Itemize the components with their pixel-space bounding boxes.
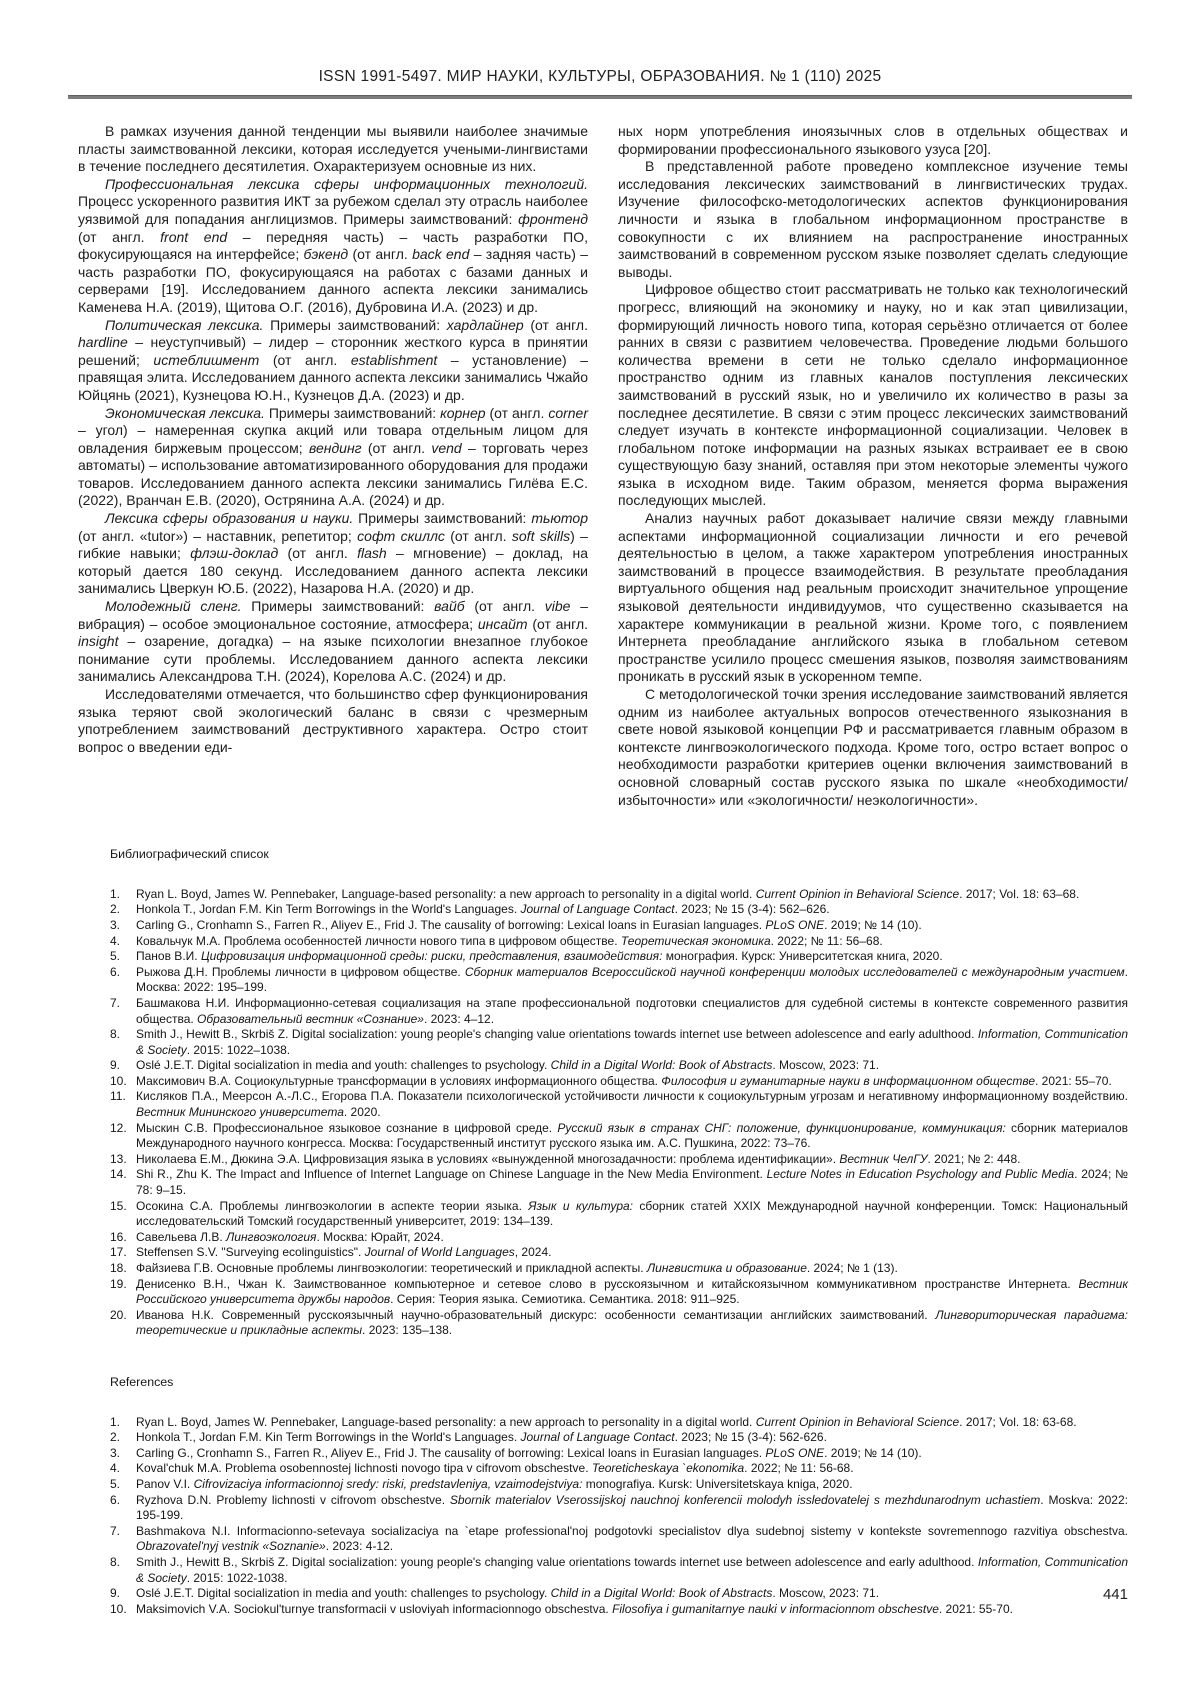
reference-item [110,1602,1128,1618]
italic-text-segment: establishment [350,351,438,368]
text-segment: – мгновение) – доклад, на который дается 180 секунд. Исследованием данного аспекта лексики занимались Цверкун Ю.Б. (2022), Назарова Н.А. (2020) и др. [78,545,588,597]
text-segment: . 2020. [343,1105,381,1120]
reference-item [110,1058,1128,1074]
reference-item-number: 6. [110,1492,121,1507]
italic-text-segment: Cifrovizaciya informacionnoj sredy: riski, predstavleniya, vzaimodejstviya: [193,1476,583,1491]
text-segment: . 2023: 4–12. [423,1011,495,1026]
paragraph [78,317,588,405]
reference-item-number: 5. [110,949,121,964]
text-segment: – неуступчивый) – лидер – сторонник жесткого курса в принятии решений; [78,334,588,368]
text-segment: . Moscow, 2023: 71. [772,1586,880,1601]
paragraph [618,281,1128,510]
text-segment: – торговать через автоматы) – использование автоматизированного оборудования для продажи товаров. Исследованием данного аспекта лексики занимались Гилёва Е.С. (2022), Вранчан Е.В. (2020), Острянина А.А. (2024) и др. [78,439,588,509]
text-segment: . 2019; № 14 (10). [824,917,922,932]
text-segment: – передняя часть) – часть разработки ПО, фокусирующаяся на интерфейсе; [78,228,588,263]
paragraph [78,598,588,686]
italic-text-segment: soft skills [511,527,571,544]
text-segment: . 2019; № 14 (10). [824,1445,922,1460]
page-header [0,0,1200,99]
text-segment: . 2023: 135–138. [362,1323,453,1338]
text-segment: – угол) – намеренная скупка акций или товара отдельным лицом для овладения биржевым процессом; [78,422,588,456]
text-segment: . 2023; № 15 (3-4): 562-626. [674,1430,827,1445]
reference-item [110,1415,1128,1431]
text-segment: Maksimovich V.A. Sociokul'turnye transformacii v usloviyah informacionnogo obschestva. [136,1601,613,1616]
text-segment: – озарение, догадка) – на языке психологии внезапное глубокое понимание сути проблемы. Исследованием данного аспекта лексики занимались Александрова Т.Н. (2024), Корелова А.С. (2024) и др. [78,633,588,685]
reference-item [110,1245,1128,1261]
reference-item-number: 19. [110,1276,127,1291]
italic-text-segment: Obrazovatel'nyj vestnik «Soznanie» [136,1539,326,1554]
reference-item-number: 9. [110,1058,121,1073]
italic-text-segment: Философия и гуманитарные науки в информационном обществе [661,1073,1036,1088]
italic-text-segment: Теоретическая экономика [620,933,771,948]
italic-text-segment: insight [78,633,119,650]
text-segment: Осокина С.А. Проблемы лингвоэкологии в аспекте теории языка. [136,1198,529,1213]
italic-text-segment: Лингвоэкология [226,1229,317,1244]
reference-item-number: 6. [110,964,121,979]
text-segment: . 2022; № 11: 56–68. [770,933,883,948]
text-segment: . 2021: 55–70. [1035,1073,1112,1088]
italic-text-segment: Вестник Мининского университета [136,1105,344,1120]
text-segment: – задняя часть) – часть разработки ПО, фокусирующаяся на работах с базами данных и серверами [19]. Исследованием данного аспекта лексики занимались Каменева Н.А. (2019), Щитова О.Г. (2016), Дубровина И.А. (2023) и др. [78,246,588,315]
text-segment: (от англ. [527,615,588,632]
italic-text-segment: корнер [440,404,486,421]
text-segment: . 2024; № 78: 9–15. [136,1167,1128,1198]
text-segment: , 2024. [514,1245,552,1260]
reference-item [110,1167,1128,1198]
text-segment: . 2023; № 15 (3-4): 562–626. [674,902,830,917]
reference-item [110,1152,1128,1168]
reference-item [110,1089,1128,1120]
text-segment: (от англ. [361,439,432,456]
reference-item [110,918,1128,934]
reference-item-number: 15. [110,1198,127,1213]
text-segment: . Moskva: 2022: 195-199. [136,1492,1128,1523]
reference-item [110,1430,1128,1446]
text-segment: Анализ научных работ доказывает наличие связи между главными аспектами информационной социализации личности и его речевой деятельностью в целом, а также характером употребления иностранных заимствований в процессе взаимодействия. В результате преобладания виртуального общения над реальным происходит значительное упрощение языковой деятельности индивидуумов, что существенно сказывается на характере коммуникации в реальной жизни. Кроме того, с появлением Интернета преобладание английского языка в глобальном сетевом пространстве усилило процесс смешения языков, позволяя заимствованиям проникать в русский язык в ускоренном темпе. [618,510,1128,685]
text-segment: . 2017; Vol. 18: 63–68. [959,886,1080,901]
italic-text-segment: hardline [78,334,128,351]
reference-item-number: 1. [110,1414,121,1429]
italic-text-segment: инсайт [477,615,528,632]
reference-item-number: 1. [110,886,121,901]
right-column [618,123,1128,809]
reference-item-number: 11. [110,1089,126,1104]
reference-item-number: 9. [110,1586,121,1601]
text-segment: С методологической точки зрения исследование заимствований является одним из наиболее актуальных вопросов отечественного языкознания в свете новой языковой концепции РФ и рассматривается главным образом в контексте лингвоэкологического подхода. Кроме того, остро встает вопрос о необходимости разработки критериев оценки включения заимствований в основной словарный состав русского языка по шкале «необходимости/избыточности» или «экологичности/ неэкологичности». [618,686,1128,808]
text-segment: ных норм употребления иноязычных слов в отдельных обществах и формировании профессионального языкового узуса [20]. [618,123,1128,157]
reference-item-number: 4. [110,1461,121,1476]
text-segment: . Москва: 2022: 195–199. [136,964,1128,995]
italic-text-segment: Образовательный вестник «Сознание» [197,1011,424,1026]
reference-item [110,1308,1128,1339]
text-segment: – вибрация) – особое эмоциональное состояние, атмосфера; [78,598,588,632]
italic-text-segment: back end [412,246,470,263]
reference-item [110,902,1128,918]
text-segment: Steffensen S.V. "Surveying ecolinguistics". [136,1245,365,1260]
italic-text-segment: front end [160,228,228,245]
text-segment: Николаева Е.М., Дюкина Э.А. Цифровизация языка в условиях «вынужденной многозадачности: проблема идентификации». [136,1151,840,1166]
text-segment: Ковальчук М.А. Проблема особенностей личности нового типа в цифровом обществе. [136,933,621,948]
italic-text-segment: тьютор [531,510,588,527]
italic-text-segment: Teoreticheskaya `ekonomika [591,1461,745,1476]
text-segment: Мыскин С.В. Профессиональное языковое сознание в цифровой среде. [136,1120,558,1135]
reference-item [110,1493,1128,1524]
italic-text-segment: Сборник материалов Всероссийской научной конференции молодых исследователей с международным участием [464,964,1125,979]
text-segment: (от англ. [444,527,512,544]
text-segment: монография. Курск: Университетская книга, 2020. [662,949,943,964]
paragraph [78,176,588,317]
reference-item [110,1461,1128,1477]
paragraph [618,123,1128,158]
italic-text-segment: флэш-доклад [190,545,279,562]
italic-text-segment: Journal of Language Contact [520,902,675,917]
bibliography-title: Библиографический список [110,847,269,862]
reference-item-number: 17. [110,1245,127,1260]
italic-text-segment: Лингвистика и образование [646,1261,807,1275]
text-segment: Honkola T., Jordan F.M. Kin Term Borrowings in the World's Languages. [136,902,521,917]
reference-item-number: 13. [110,1151,127,1166]
text-segment: . 2023: 4-12. [325,1539,394,1554]
italic-text-segment: Политическая лексика. [105,316,264,333]
italic-text-segment: софт скиллс [357,527,445,544]
text-segment: Oslé J.E.T. Digital socialization in media and youth: challenges to psychology. [136,1058,551,1073]
reference-item-number: 10. [110,1073,127,1088]
reference-item [110,1027,1128,1058]
text-segment: (от англ. [278,545,358,562]
italic-text-segment: Русский язык в странах СНГ: положение, функционирование, коммуникация: [557,1120,1006,1135]
italic-text-segment: вайб [434,598,465,615]
text-segment: Ryan L. Boyd, James W. Pennebaker, Language-based personality: a new approach to personality in a digital world. [136,1414,756,1429]
reference-item-number: 3. [110,917,121,932]
text-segment: Рыжова Д.Н. Проблемы личности в цифровом обществе. [136,964,465,979]
paragraph [618,510,1128,686]
text-segment: В рамках изучения данной тенденции мы выявили наиболее значимые пласты заимствованной лексики, которая исследуется учеными-лингвистами в течение последнего десятилетия. Охарактеризуем основные из них. [78,123,588,175]
italic-text-segment: Экономическая лексика. [105,404,265,421]
italic-text-segment: Лексика сферы образования и науки. [105,510,354,527]
text-segment: Примеры заимствований: [263,316,447,333]
text-segment: Процесс ускоренного развития ИКТ за рубежом сделал эту отрасль наиболее уязвимой для попадания англицизмов. Примеры заимствований: [78,193,588,227]
paragraph [78,510,588,598]
text-segment: (от англ. [464,598,545,615]
reference-item-number: 7. [110,1523,121,1538]
italic-text-segment: Filosofiya i gumanitarnye nauki v informacionnom obschestve [612,1601,939,1616]
reference-item [110,1446,1128,1462]
italic-text-segment: vibe [544,598,571,615]
text-segment: Ryan L. Boyd, James W. Pennebaker, Language-based personality: a new approach to personality in a digital world. [136,886,756,901]
text-segment: . Серия: Теория языка. Семиотика. Семантика. 2018: 911–925. [390,1292,740,1307]
italic-text-segment: Вестник ЧелГУ [839,1151,928,1166]
italic-text-segment: flash [357,545,387,562]
italic-text-segment: corner [548,404,588,421]
journal-issn-line: ISSN 1991-5497. МИР НАУКИ, КУЛЬТУРЫ, ОБРАЗОВАНИЯ. № 1 (110) 2025 [318,68,882,85]
text-segment: Honkola T., Jordan F.M. Kin Term Borrowings in the World's Languages. [136,1430,521,1445]
text-segment: Shi R., Zhu K. The Impact and Influence of Internet Language on Chinese Language in the New Media Environment. [136,1167,767,1182]
reference-item [110,996,1128,1027]
reference-item-number: 12. [110,1120,127,1135]
reference-item-number: 14. [110,1167,127,1182]
text-segment: Ryzhova D.N. Problemy lichnosti v cifrovom obschestve. [136,1492,450,1507]
italic-text-segment: Цифровизация информационной среды: риски, представления, взаимодействия: [200,949,663,964]
paragraph [78,686,588,756]
text-segment: Денисенко В.Н., Чжан К. Заимствованное компьютерное и сетевое слово в русскоязычном и китайскоязычном коммуникативном пространстве Интернета. [136,1276,1079,1291]
text-segment: . 2017; Vol. 18: 63-68. [959,1414,1077,1429]
text-segment: (от англ. «tutor») – наставник, репетитор; [78,527,358,544]
italic-text-segment: PLoS ONE [765,1445,825,1460]
text-segment: . 2022; № 11: 56-68. [744,1461,854,1476]
text-segment: сборник статей XXIX Международной научной конференции. Томск: Национальный исследовательский Томский государственный университет, 2019: 134–139. [136,1198,1128,1229]
text-segment: Исследователями отмечается, что большинство сфер функционирования языка теряют свой экологический баланс в связи с чрезмерным употреблением заимствований деструктивного характера. Остро стоит вопрос о введении еди- [78,686,588,755]
reference-item-number: 2. [110,1430,121,1445]
text-segment: (от англ. [348,246,413,263]
reference-item-number: 4. [110,933,121,948]
reference-item [110,1199,1128,1230]
italic-text-segment: Current Opinion in Behavioral Science [755,1414,960,1429]
text-segment: Примеры заимствований: [241,598,435,615]
text-segment: monografiya. Kursk: Universitetskaya kniga, 2020. [582,1476,853,1491]
text-segment: (от англ. [259,351,351,368]
text-segment: Савельева Л.В. [136,1229,227,1244]
italic-text-segment: PLoS ONE [765,917,825,932]
italic-text-segment: Молодежный сленг. [105,598,242,615]
left-column [78,123,588,809]
reference-item-number: 2. [110,902,121,917]
italic-text-segment: Язык и культура: [528,1198,633,1213]
italic-text-segment: Current Opinion in Behavioral Science [755,886,960,901]
reference-item [110,1230,1128,1246]
bibliography-list [110,887,1128,1339]
text-segment: . 2021; № 2: 448. [927,1151,1021,1166]
text-segment: сборник материалов Международного научного конгресса. Москва: Государственный институт русского языка им. А.С. Пушкина, 2022: 73–76. [136,1120,1128,1151]
text-segment: . 2015: 1022-1038. [186,1570,288,1585]
reference-item-number: 7. [110,995,121,1010]
reference-item-number: 8. [110,1027,121,1042]
italic-text-segment: Child in a Digital World: Book of Abstracts [550,1058,773,1073]
paragraph [78,123,588,176]
references-title: References [110,1374,174,1389]
text-segment: (от англ. [485,404,549,421]
reference-item-number: 8. [110,1554,121,1569]
reference-item [110,1074,1128,1090]
reference-item [110,887,1128,903]
italic-text-segment: Journal of World Languages [364,1245,515,1260]
text-segment: Иванова Н.К. Современный русскоязычный научно-образовательный дискурс: особенности семантизации английских заимствований. [136,1307,936,1322]
italic-text-segment: Профессиональная лексика сферы информационных технологий. [105,175,588,192]
reference-item [110,1586,1128,1602]
reference-item-number: 18. [110,1261,127,1275]
reference-item [110,949,1128,965]
text-segment: Koval'chuk M.A. Problema osobennostej lichnosti novogo tipa v cifrovom obschestve. [136,1461,592,1476]
text-segment: Башмакова Н.И. Информационно-сетевая социализация на этапе профессиональной подготовки специалистов для судебной системы в контексте современного развития общества. [136,995,1128,1026]
italic-text-segment: Child in a Digital World: Book of Abstracts [550,1586,773,1601]
text-segment: Bashmakova N.I. Informacionno-setevaya socializaciya na `etape professional'noj podgotovki specialistov dlya sudebnoj sistemy v kontekste sovremennogo razvitiya obschestva. [136,1523,1128,1538]
text-segment: (от англ. [523,316,588,333]
text-segment: Carling G., Cronhamn S., Farren R., Aliyev E., Frid J. The causality of borrowing: Lexical loans in Eurasian languages. [136,917,766,932]
italic-text-segment: Sbornik materialov Vserossijskoj nauchnoj konferencii molodyh issledovatelej s mezhdunarodnym uchastiem [449,1492,1041,1507]
text-segment: – установление) – правящая элита. Исследованием данного аспекта лексики занимались Чжайо Юйцянь (2021), Кузнецова Ю.Н., Кузнецов Д.А. (2023) и др. [78,351,588,403]
references-list [110,1415,1128,1618]
reference-item-number: 5. [110,1476,121,1491]
reference-item-number: 10. [110,1601,127,1616]
text-segment: (от англ. [78,228,161,245]
text-segment: ) – гибкие навыки; [78,527,588,562]
reference-item-number: 16. [110,1229,127,1244]
italic-text-segment: vend [431,439,462,456]
text-segment: Smith J., Hewitt B., Skrbiš Z. Digital socialization: young people's changing value orientations towards internet use between adolescence and early adulthood. [136,1027,978,1042]
reference-item [110,1277,1128,1308]
italic-text-segment: Вестник Российского университета дружбы народов [136,1276,1128,1307]
italic-text-segment: Lecture Notes in Education Psychology and Public Media [766,1167,1075,1182]
text-segment: Oslé J.E.T. Digital socialization in media and youth: challenges to psychology. [136,1586,551,1601]
article-body [0,99,1200,809]
italic-text-segment: Information, Communication & Society [136,1027,1128,1057]
text-segment: Панов В.И. [136,949,201,964]
text-segment: Smith J., Hewitt B., Skrbiš Z. Digital socialization: young people's changing value orientations towards internet use between adolescence and early adulthood. [136,1554,978,1569]
italic-text-segment: бэкенд [303,246,349,263]
text-segment: Файзиева Г.В. Основные проблемы лингвоэкологии: теоретический и прикладной аспекты. [136,1261,647,1275]
reference-item [110,1555,1128,1586]
references-section [110,1375,1128,1617]
italic-text-segment: истеблишмент [153,351,260,368]
text-segment: Цифровое общество стоит рассматривать не только как технологический прогресс, влияющий на экономику и науку, но и как этап цивилизации, формирующий личность нового типа, которая серьёзно отличается от более ранних в связи с развитием человечества. Проведение людьми большого количества времени в сети не только сделало информационное пространство одним из главных каналов поступления лексических заимствований в русский язык, но и увеличило их количество в разы за последнее десятилетие. В связи с этим процесс лексических заимствований следует изучать в контексте информационной социализации. Человек в глобальном потоке информации на разных языках встраивает ее в свою существующую базу знаний, оставляя при этом некоторые элементы чужого языка в исходном виде. Таким образом, меняется форма выражения последующих мыслей. [618,281,1128,509]
text-segment: . 2024; № 1 (13). [806,1261,898,1275]
text-segment: Panov V.I. [136,1476,194,1491]
text-segment: В представленной работе проведено комплексное изучение темы исследования лексических заимствований в лингвистических трудах. Изучение философско-методологических аспектов функционирования личности и языка в глобальном информационном пространстве в совокупности с их влиянием на распространение иностранных заимствований в современном русском языке позволяет сделать следующие выводы. [618,158,1128,280]
reference-item [110,1121,1128,1152]
text-segment: Carling G., Cronhamn S., Farren R., Aliyev E., Frid J. The causality of borrowing: Lexical loans in Eurasian languages. [136,1445,766,1460]
page-number: 441 [1102,1586,1128,1603]
reference-item-number: 3. [110,1445,121,1460]
italic-text-segment: Information, Communication & Society [136,1554,1128,1585]
reference-item [110,934,1128,950]
text-segment: Примеры заимствований: [353,510,532,527]
italic-text-segment: Лингвориторическая парадигма: теоретические и прикладные аспекты [136,1307,1128,1338]
reference-item-number: 20. [110,1307,127,1322]
text-segment: . 2021: 55-70. [938,1601,1013,1616]
text-segment: . Moscow, 2023: 71. [772,1058,880,1073]
reference-item [110,1261,1128,1277]
text-segment: Максимович В.А. Социокультурные трансформации в условиях информационного общества. [136,1073,662,1088]
reference-item [110,965,1128,996]
italic-text-segment: фронтенд [518,210,588,227]
italic-text-segment: Journal of Language Contact [520,1430,675,1445]
italic-text-segment: хардлайнер [446,316,524,333]
reference-item [110,1477,1128,1493]
text-segment: . Москва: Юрайт, 2024. [316,1229,444,1244]
bibliography-section [110,847,1128,1339]
text-segment: Кисляков П.А., Меерсон А.-Л.С., Егорова П.А. Показатели психологической устойчивости личности к социокультурным угрозам и негативному информационному воздействию. [136,1089,1128,1104]
paragraph [78,405,588,511]
text-segment: . 2015: 1022–1038. [186,1042,291,1057]
text-segment: Примеры заимствований: [264,404,441,421]
paragraph [618,686,1128,809]
reference-item [110,1524,1128,1555]
italic-text-segment: вендинг [308,439,362,456]
paragraph [618,158,1128,281]
